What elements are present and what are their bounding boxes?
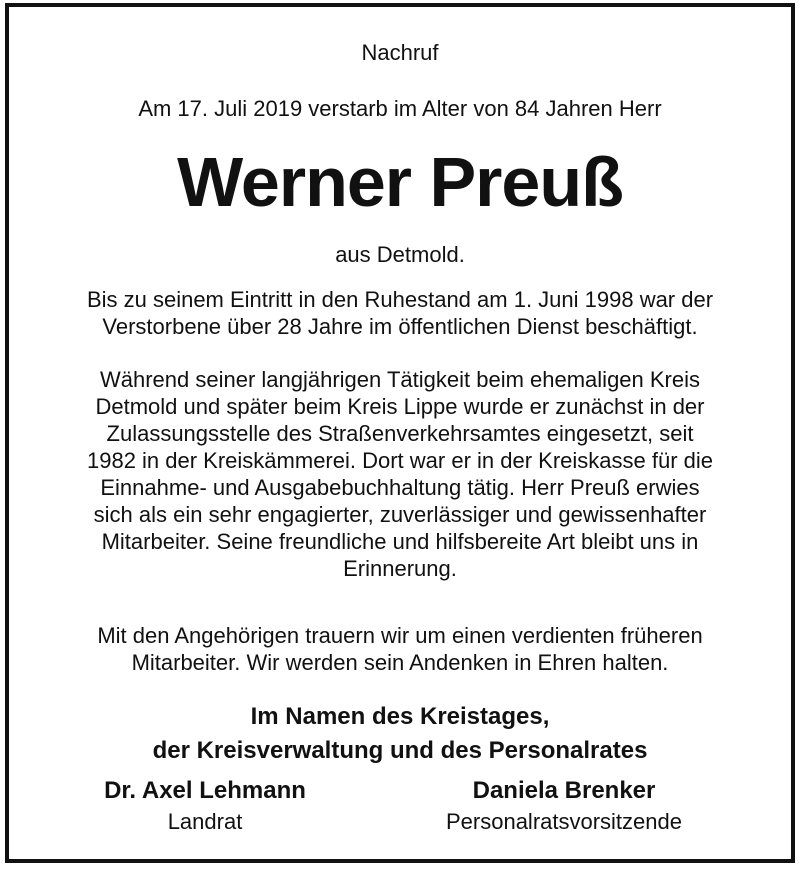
on-behalf-line: Im Namen des Kreistages, [250, 703, 550, 730]
paragraph-line: Mitarbeiter. Wir werden sein Andenken in Ehren halten. [131, 650, 669, 675]
deceased-name: Werner Preuß [177, 143, 623, 221]
paragraph-line: 1982 in der Kreiskämmerei. Dort war er in der Kreiskasse für die [86, 448, 714, 473]
on-behalf-of [0, 700, 800, 768]
paragraph-mourning [20, 622, 780, 676]
paragraph-line: sich als ein sehr engagierter, zuverlässiger und gewissenhafter [93, 502, 707, 527]
signer-name: Dr. Axel Lehmann [104, 777, 306, 804]
paragraph-line: Erinnerung. [343, 556, 457, 581]
on-behalf-line: der Kreisverwaltung und des Personalrates [152, 737, 648, 764]
notice-title: Nachruf [361, 40, 439, 65]
paragraph-line: Bis zu seinem Eintritt in den Ruhestand am 1. Juni 1998 war der [86, 287, 714, 312]
deceased-origin: aus Detmold. [335, 242, 465, 267]
paragraph-line: Detmold und später beim Kreis Lippe wurde er zunächst in der [95, 394, 705, 419]
paragraph-line: Zulassungsstelle des Straßenverkehrsamtes eingesetzt, seit [106, 421, 694, 446]
signer-landrat [45, 775, 365, 837]
paragraph-line: Mit den Angehörigen trauern wir um einen verdienten früheren [97, 623, 703, 648]
signer-role: Personalratsvorsitzende [445, 809, 682, 834]
paragraph-retirement [20, 286, 780, 340]
paragraph-line: Während seiner langjährigen Tätigkeit beim ehemaligen Kreis [99, 367, 701, 392]
paragraph-line: Einnahme- und Ausgabebuchhaltung tätig. Herr Preuß erwies [100, 475, 700, 500]
paragraph-line: Mitarbeiter. Seine freundliche und hilfsbereite Art bleibt uns in [101, 529, 699, 554]
signer-personalrat [404, 775, 724, 837]
paragraph-career [20, 366, 780, 582]
signer-role: Landrat [167, 809, 243, 834]
notice-intro: Am 17. Juli 2019 verstarb im Alter von 84 Jahren Herr [138, 96, 662, 121]
signer-name: Daniela Brenker [472, 777, 656, 804]
paragraph-line: Verstorbene über 28 Jahre im öffentlichen Dienst beschäftigt. [102, 314, 698, 339]
